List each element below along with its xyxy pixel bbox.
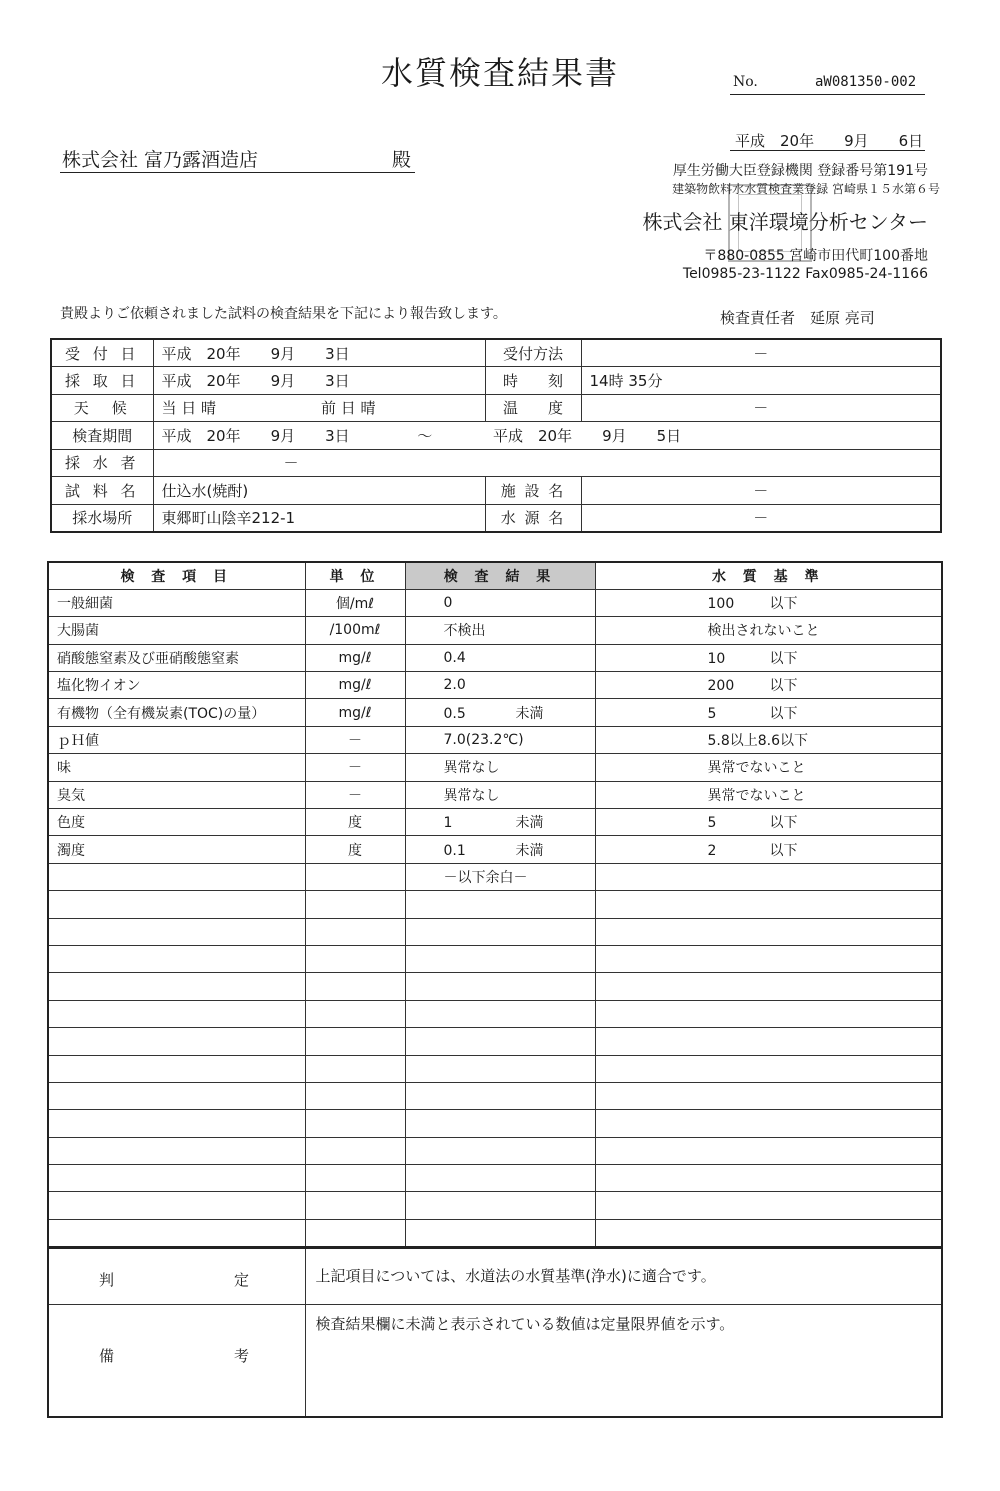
standard-cell [595,1110,942,1137]
table-row [48,918,942,945]
standard-cell [595,672,942,699]
table-row [51,449,941,477]
intro-text: 貴殿よりご依頼されました試料の検査結果を下記により報告致します。 [60,306,507,322]
table-row [48,1000,942,1027]
standard-qualifier: 以下 [769,596,798,613]
standard-cell [595,754,942,781]
sampler-label: 採 水 者 [51,449,153,477]
result-value: 異常なし [443,787,500,804]
inspector: 検査責任者 延原 亮司 [720,309,875,327]
table-row [48,1028,942,1055]
sampled-label: 採 取 日 [51,367,153,395]
item-cell [48,1028,305,1055]
report-number-label: No. [733,74,758,90]
item-cell [48,1082,305,1109]
place-value: 東郷町山陰辛212-1 [153,504,485,532]
result-cell [405,891,595,918]
report-number: aW081350-002 [815,74,917,90]
sampler-value: － [153,449,941,477]
method-label: 受付方法 [485,339,581,367]
end-note: －以下余白－ [405,863,595,890]
standard-cell [595,781,942,808]
judgment-label-char-2: 定 [234,1271,250,1289]
header-result: 検 査 結 果 [405,562,595,589]
item-cell: ｐＨ値 [48,726,305,753]
remarks-label-char-1: 備 [99,1346,115,1365]
result-cell [405,699,595,726]
standard-value: 異常でないこと [707,760,806,777]
unit-cell [305,891,405,918]
temperature-label: 温 度 [485,394,581,422]
item-cell [48,973,305,1000]
weather-previous: 前 日 晴 [313,394,485,422]
result-cell [405,589,595,616]
issuer-address: 〒880-0855 宮崎市田代町100番地 [703,248,928,264]
standard-value: 200 [707,678,735,695]
table-row [48,945,942,972]
issue-date-underline [730,150,925,151]
header-item: 検 査 項 目 [48,562,305,589]
result-value: 異常なし [443,760,500,777]
result-value: 不検出 [443,623,486,640]
result-qualifier: 未満 [515,842,544,859]
standard-cell [595,617,942,644]
water-source-label: 水 源 名 [485,504,581,532]
table-row [48,754,942,781]
standard-cell [595,1000,942,1027]
table-row [51,339,941,367]
document-title: 水質検査結果書 [380,54,619,92]
table-row [48,644,942,671]
item-cell [48,945,305,972]
results-table [47,561,943,1248]
header-unit: 単 位 [305,562,405,589]
unit-cell [305,945,405,972]
standard-value: 5 [707,815,717,832]
period-separator: ～ [417,426,433,445]
item-cell: 有機物（全有機炭素(TOC)の量） [48,699,305,726]
table-row [48,726,942,753]
item-cell: 味 [48,754,305,781]
standard-cell [595,1028,942,1055]
item-cell: 色度 [48,809,305,836]
table-row [48,1055,942,1082]
result-qualifier: 未満 [515,815,544,832]
item-cell [48,1055,305,1082]
standard-cell [595,891,942,918]
table-row [48,1165,942,1192]
standard-value: 異常でないこと [707,787,806,804]
unit-cell [305,1219,405,1246]
item-cell: 大腸菌 [48,617,305,644]
result-cell [405,672,595,699]
standard-cell [595,836,942,863]
temperature-value: － [581,394,941,422]
time-value: 14時 35分 [581,367,941,395]
addressee-underline [60,172,415,173]
item-cell [48,1165,305,1192]
period-label: 検査期間 [51,422,153,450]
result-cell [405,1028,595,1055]
judgment-text: 上記項目については、水道法の水質基準(浄水)に適合です。 [305,1248,942,1304]
unit-cell: 度 [305,836,405,863]
remarks-row [48,1304,942,1417]
period-start: 平成 20年 9月 3日 [161,426,350,445]
water-source-value: － [581,504,941,532]
item-cell [48,891,305,918]
item-cell [48,918,305,945]
standard-value: 10 [707,650,726,667]
remarks-text: 検査結果欄に未満と表示されている数値は定量限界値を示す。 [305,1304,942,1417]
result-cell [405,809,595,836]
standard-cell [595,1219,942,1246]
period-start-cell [153,422,485,450]
time-label: 時 刻 [485,367,581,395]
facility-label: 施 設 名 [485,477,581,505]
period-end: 平成 20年 9月 5日 [485,422,941,450]
table-row [51,367,941,395]
unit-cell: 個/mℓ [305,589,405,616]
result-value: 0.4 [443,649,466,666]
standard-qualifier: 以下 [769,842,798,859]
issue-date: 平成 20年 9月 6日 [735,132,924,150]
standard-cell [595,809,942,836]
judgment-label [48,1248,305,1304]
unit-cell: mg/ℓ [305,699,405,726]
item-cell: 濁度 [48,836,305,863]
result-value: 0 [443,595,453,612]
table-row [48,1219,942,1246]
unit-cell [305,1137,405,1164]
result-cell [405,1137,595,1164]
honorific: 殿 [392,149,412,171]
table-row [51,422,941,450]
table-row [48,1192,942,1219]
judgment-table [47,1247,943,1418]
remarks-label-char-2: 考 [234,1346,250,1365]
standard-value: 検出されないこと [707,623,820,640]
result-value: 1 [443,815,453,832]
standard-cell [595,863,942,890]
result-cell [405,1082,595,1109]
header-standard: 水 質 基 準 [595,562,942,589]
issuer-company: 株式会社 東洋環境分析センター [642,210,928,234]
result-cell [405,973,595,1000]
place-label: 採水場所 [51,504,153,532]
standard-cell [595,973,942,1000]
report-number-underline [730,94,925,95]
standard-value: 5 [707,705,717,722]
standard-cell [595,1137,942,1164]
unit-cell [305,1165,405,1192]
table-row [48,781,942,808]
standard-qualifier: 以下 [769,678,798,695]
registration-line-1: 厚生労働大臣登録機関 登録番号第191号 [672,163,928,179]
item-cell [48,863,305,890]
standard-cell [595,1055,942,1082]
item-cell: 塩化物イオン [48,672,305,699]
standard-cell [595,1192,942,1219]
result-cell [405,918,595,945]
result-cell [405,617,595,644]
table-row [48,1110,942,1137]
sampled-value: 平成 20年 9月 3日 [153,367,485,395]
received-value: 平成 20年 9月 3日 [153,339,485,367]
table-row [48,1137,942,1164]
table-row [48,617,942,644]
unit-cell [305,1028,405,1055]
standard-cell [595,589,942,616]
unit-cell [305,1082,405,1109]
unit-cell [305,1110,405,1137]
unit-cell: mg/ℓ [305,644,405,671]
judgment-label-char-1: 判 [99,1271,115,1289]
judgment-row [48,1248,942,1304]
unit-cell [305,1192,405,1219]
unit-cell: /100mℓ [305,617,405,644]
item-cell [48,1192,305,1219]
standard-cell [595,1082,942,1109]
table-row [48,863,942,890]
unit-cell [305,1055,405,1082]
sample-name-label: 試 料 名 [51,477,153,505]
table-row [51,477,941,505]
result-value: 2.0 [443,677,466,694]
remarks-label [48,1304,305,1417]
weather-today: 当 日 晴 [153,394,313,422]
result-value: 0.5 [443,705,466,722]
result-cell [405,1000,595,1027]
table-row [48,836,942,863]
result-value: 7.0(23.2℃) [443,732,524,749]
facility-value: － [581,477,941,505]
unit-cell: － [305,781,405,808]
standard-cell [595,644,942,671]
standard-value: 5.8以上8.6以下 [707,733,809,750]
table-row [48,809,942,836]
table-row [51,394,941,422]
standard-value: 2 [707,842,717,859]
standard-value: 100 [707,596,735,613]
item-cell: 臭気 [48,781,305,808]
item-cell: 一般細菌 [48,589,305,616]
table-row [51,504,941,532]
item-cell [48,1110,305,1137]
result-cell [405,836,595,863]
unit-cell [305,863,405,890]
method-value: － [581,339,941,367]
standard-cell [595,1165,942,1192]
result-cell [405,726,595,753]
result-cell [405,1165,595,1192]
item-cell [48,1219,305,1246]
result-qualifier: 未満 [515,705,544,722]
received-label: 受 付 日 [51,339,153,367]
table-row [48,973,942,1000]
weather-label: 天 候 [51,394,153,422]
result-cell [405,1192,595,1219]
result-cell [405,1110,595,1137]
unit-cell [305,973,405,1000]
sample-info-table [50,338,942,533]
unit-cell: － [305,726,405,753]
standard-cell [595,945,942,972]
standard-cell [595,699,942,726]
standard-cell [595,918,942,945]
table-row [48,699,942,726]
issuer-contact: Tel0985-23-1122 Fax0985-24-1166 [682,266,928,282]
result-value: 0.1 [443,842,466,859]
result-cell [405,754,595,781]
sample-name-value: 仕込水(焼酎) [153,477,485,505]
result-cell [405,1055,595,1082]
item-cell [48,1000,305,1027]
standard-qualifier: 以下 [769,815,798,832]
standard-qualifier: 以下 [769,650,798,667]
table-row [48,891,942,918]
registration-line-2: 建築物飲料水水質検査業登録 宮崎県１５水第６号 [672,182,940,196]
standard-cell [595,726,942,753]
table-row [48,589,942,616]
result-cell [405,1219,595,1246]
unit-cell [305,918,405,945]
result-cell [405,644,595,671]
results-header-row [48,562,942,589]
addressee: 株式会社 富乃露酒造店 [62,149,259,171]
unit-cell: mg/ℓ [305,672,405,699]
unit-cell: 度 [305,809,405,836]
unit-cell [305,1000,405,1027]
result-cell [405,781,595,808]
table-row [48,1082,942,1109]
standard-qualifier: 以下 [769,705,798,722]
item-cell [48,1137,305,1164]
result-cell [405,945,595,972]
unit-cell: － [305,754,405,781]
table-row [48,672,942,699]
item-cell: 硝酸態窒素及び亜硝酸態窒素 [48,644,305,671]
